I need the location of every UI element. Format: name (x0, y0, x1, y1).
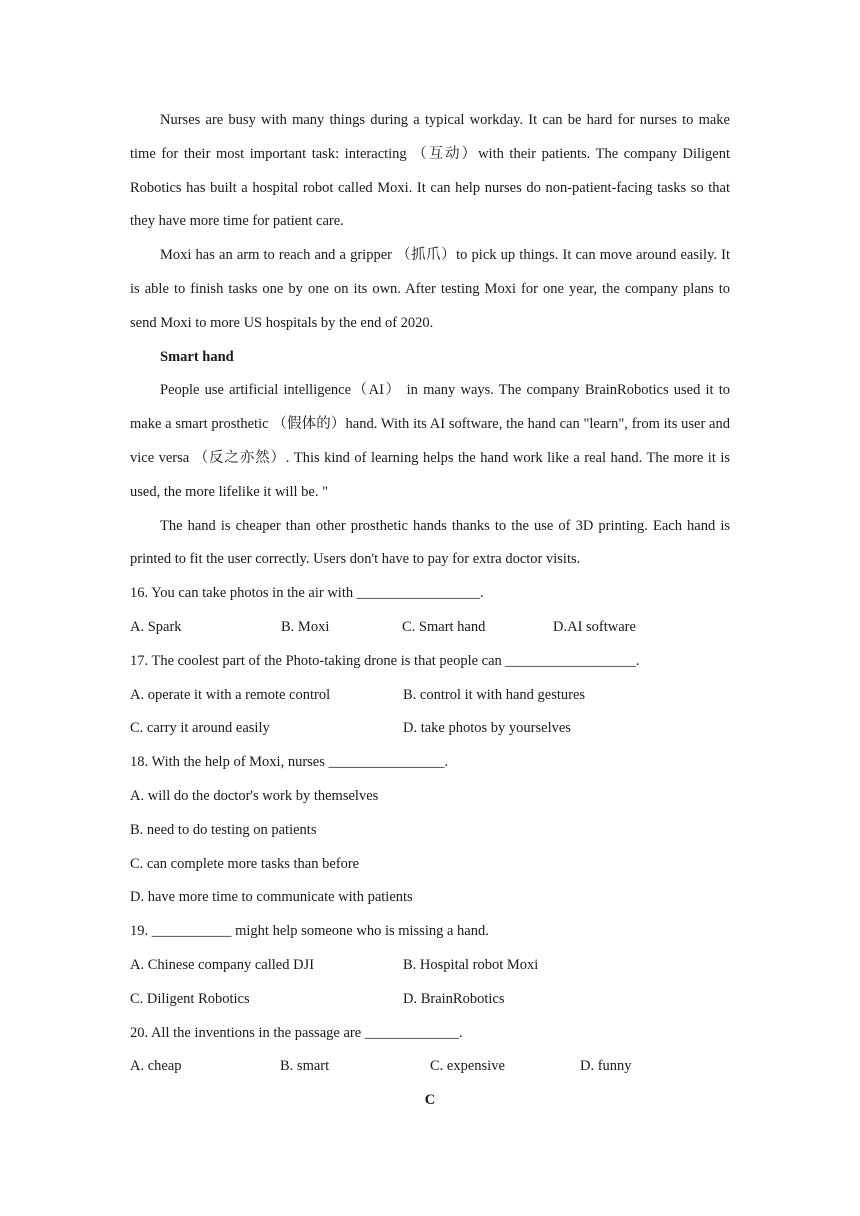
section-heading: Smart hand (160, 348, 234, 365)
passage-paragraph-4: The hand is cheaper than other prosthetic hands thanks to the use of 3D printing. Each hand is printed to fit the user correctly. Users don't have to pay for extra doctor visits. (130, 517, 730, 568)
question-17-options-row-2 (130, 712, 730, 746)
question-17-option-c: C. carry it around easily (130, 720, 270, 737)
question-17-option-d: D. take photos by yourselves (403, 720, 571, 737)
question-20-option-a: A. cheap (130, 1058, 182, 1075)
question-19-option-a: A. Chinese company called DJI (130, 956, 315, 973)
question-18-option-a: A. will do the doctor's work by themselves (130, 787, 379, 804)
question-18-option-d: D. have more time to communicate with patients (130, 889, 413, 906)
passage-paragraph-3: People use artificial intelligence（AI） in many ways. The company BrainRobotics used it to make a smart prosthetic （假体的）hand. With its AI software, the hand can "learn", from its user and vice versa （反之亦然）. This kind of learning helps the hand work like a real hand. The more it is used, the more lifelike it will be. " (130, 382, 730, 500)
question-20-option-b: B. smart (280, 1058, 330, 1075)
question-19-option-d: D. BrainRobotics (403, 990, 505, 1007)
question-19-stem: 19. ___________ might help someone who is missing a hand. (130, 923, 489, 940)
document-page (130, 104, 730, 1118)
question-16-option-c: C. Smart hand (402, 618, 486, 635)
question-16-option-b: B. Moxi (281, 618, 330, 635)
question-16-option-a: A. Spark (130, 618, 182, 635)
question-17-option-a: A. operate it with a remote control (130, 686, 331, 703)
question-18-option-b: B. need to do testing on patients (130, 821, 317, 838)
passage-paragraph-1: Nurses are busy with many things during a typical workday. It can be hard for nurses to make time for their most important task: interacting （互动）with their patients. The company Diligent Robotics has built a hospital robot called Moxi. It can help nurses do non-patient-facing tasks so that they have more time for patient care. (130, 112, 730, 230)
question-20-options (130, 1050, 730, 1084)
question-19-options-row-1 (130, 949, 730, 983)
question-17-options-row-1 (130, 679, 730, 713)
passage-paragraph-2: Moxi has an arm to reach and a gripper （抓爪）to pick up things. It can move around easily. It is able to finish tasks one by one on its own. After testing Moxi for one year, the company plans to send Moxi to more US hospitals by the end of 2020. (130, 247, 730, 331)
question-16-option-d: D.AI software (553, 618, 636, 635)
question-16-options (130, 611, 730, 645)
question-18-option-c: C. can complete more tasks than before (130, 855, 360, 872)
question-19-options-row-2 (130, 983, 730, 1017)
question-20-option-c: C. expensive (430, 1058, 505, 1075)
question-19-option-b: B. Hospital robot Moxi (403, 956, 539, 973)
question-17-option-b: B. control it with hand gestures (403, 686, 586, 703)
question-18-stem: 18. With the help of Moxi, nurses ________________. (130, 754, 449, 771)
question-20-stem: 20. All the inventions in the passage are _____________. (130, 1024, 463, 1041)
question-17-stem: 17. The coolest part of the Photo-taking drone is that people can __________________. (130, 652, 640, 669)
question-20-option-d: D. funny (580, 1058, 632, 1075)
question-16-stem: 16. You can take photos in the air with _________________. (130, 585, 484, 602)
section-letter-c: C (424, 1092, 436, 1109)
question-19-option-c: C. Diligent Robotics (130, 990, 250, 1007)
